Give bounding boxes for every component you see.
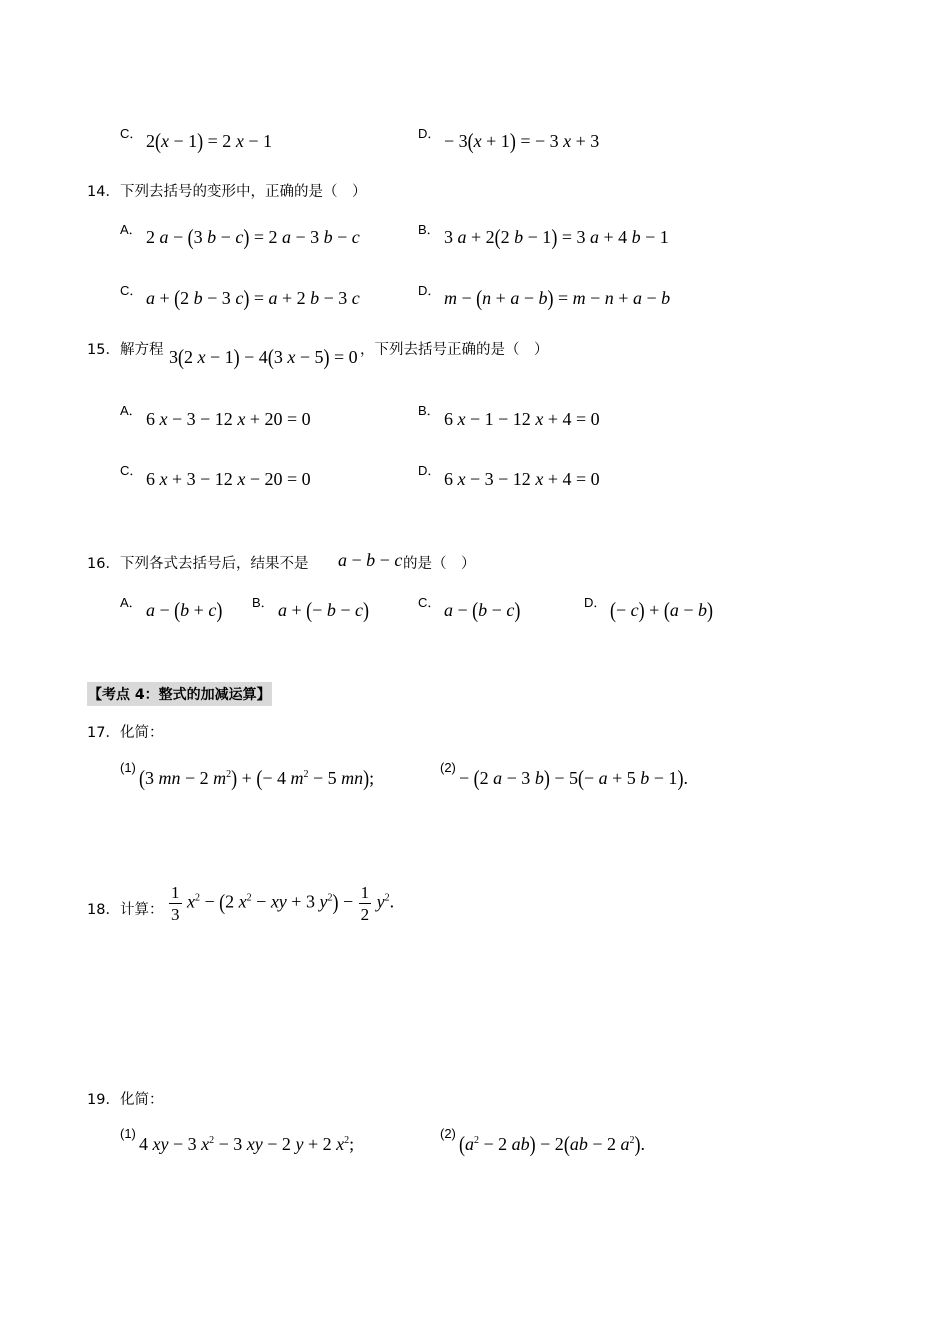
question-text-after: 的是（ ）: [403, 556, 476, 572]
question-text: 化简：: [119, 1092, 164, 1108]
q13-option-c-expr: 2(x − 1) = 2 x − 1: [146, 128, 272, 154]
section-heading: 【考点 4：整式的加减运算】: [87, 682, 272, 706]
option-label-d: D．: [418, 463, 441, 478]
question-17: [87, 721, 163, 742]
q15-option-c-expr: 6 x + 3 − 12 x − 20 = 0: [146, 469, 311, 489]
q14-option-b-expr: 3 a + 2(2 b − 1) = 3 a + 4 b − 1: [444, 224, 669, 250]
option-label-a: A．: [120, 222, 142, 237]
q16-option-c-expr: a − (b − c): [444, 597, 521, 623]
option-label-c: C．: [120, 283, 143, 298]
q14-option-d-expr: m − (n + a − b) = m − n + a − b: [444, 285, 671, 311]
question-text: 解方程: [119, 342, 164, 358]
option-label-c: C．: [120, 126, 143, 141]
option-label-c: C．: [418, 595, 441, 610]
question-number: 15．: [87, 342, 120, 358]
q13-option-d-expr: − 3(x + 1) = − 3 x + 3: [444, 128, 600, 154]
question-text: 化简：: [119, 725, 164, 741]
option-label-c: C．: [120, 463, 143, 478]
question-text: 下列各式去括号后，结果不是: [119, 556, 309, 572]
option-label-d: D．: [418, 283, 441, 298]
question-16: [87, 552, 308, 573]
fraction: $\frac{1}{2}$: [360, 883, 370, 924]
q17-part1-expr: (3 mn − 2 $m^2$) + (− 4 $m^2 - 5$ mn);: [139, 765, 375, 791]
option-label-d: D．: [418, 126, 441, 141]
q18-expr: $\frac{1}{3}$ $x^2 - (2$ $x^2$ − xy + 3 $y^2$) − $\frac{1}{2}$ $y^2$.: [171, 883, 395, 924]
q14-option-c-expr: a + (2 b − 3 c) = a + 2 b − 3 c: [146, 285, 360, 311]
question-15: [87, 338, 163, 359]
subpart-label: (1): [120, 760, 136, 775]
fraction: $\frac{1}{3}$: [171, 883, 180, 924]
q19-part2-expr: ($a^2 - 2$ ab) − 2(ab − 2 $a^2$).: [459, 1131, 645, 1157]
q16-option-a-expr: a − (b + c): [146, 597, 223, 623]
question-number: 19．: [87, 1092, 120, 1108]
option-label-b: B．: [252, 595, 274, 610]
option-label-a: A．: [120, 403, 142, 418]
question-number: 18．: [87, 902, 120, 918]
subpart-label: (2): [440, 760, 456, 775]
q16-target-expr: a − b − c: [338, 550, 403, 570]
question-text: 计算：: [119, 902, 164, 918]
q17-part2-expr: − (2 a − 3 b) − 5(− a + 5 b − 1).: [459, 765, 688, 791]
q14-option-a-expr: 2 a − (3 b − c) = 2 a − 3 b − c: [146, 224, 360, 250]
q15-equation: 3(2 x − 1) − 4(3 x − 5) = 0: [169, 344, 358, 370]
question-19: [87, 1088, 163, 1109]
question-number: 16．: [87, 556, 120, 572]
q15-option-b-expr: 6 x − 1 − 12 x + 4 = 0: [444, 409, 600, 429]
question-number: 14．: [87, 184, 120, 200]
question-text-after: ，下列去括号正确的是（ ）: [360, 342, 549, 358]
subpart-label: (1): [120, 1126, 136, 1141]
q16-option-b-expr: a + (− b − c): [278, 597, 369, 623]
option-label-d: D．: [584, 595, 607, 610]
option-label-b: B．: [418, 222, 440, 237]
q15-option-d-expr: 6 x − 3 − 12 x + 4 = 0: [444, 469, 600, 489]
q15-option-a-expr: 6 x − 3 − 12 x + 20 = 0: [146, 409, 311, 429]
question-18: [87, 898, 163, 919]
question-number: 17．: [87, 725, 120, 741]
q16-option-d-expr: (− c) + (a − b): [610, 597, 713, 623]
option-label-b: B．: [418, 403, 440, 418]
question-text: 下列去括号的变形中，正确的是（ ）: [119, 184, 367, 200]
subpart-label: (2): [440, 1126, 456, 1141]
q19-part1-expr: 4 xy − 3 $x^2 - 3$ xy − 2 y + 2 $x^2$;: [139, 1134, 355, 1154]
question-14: [87, 180, 366, 201]
option-label-a: A．: [120, 595, 142, 610]
